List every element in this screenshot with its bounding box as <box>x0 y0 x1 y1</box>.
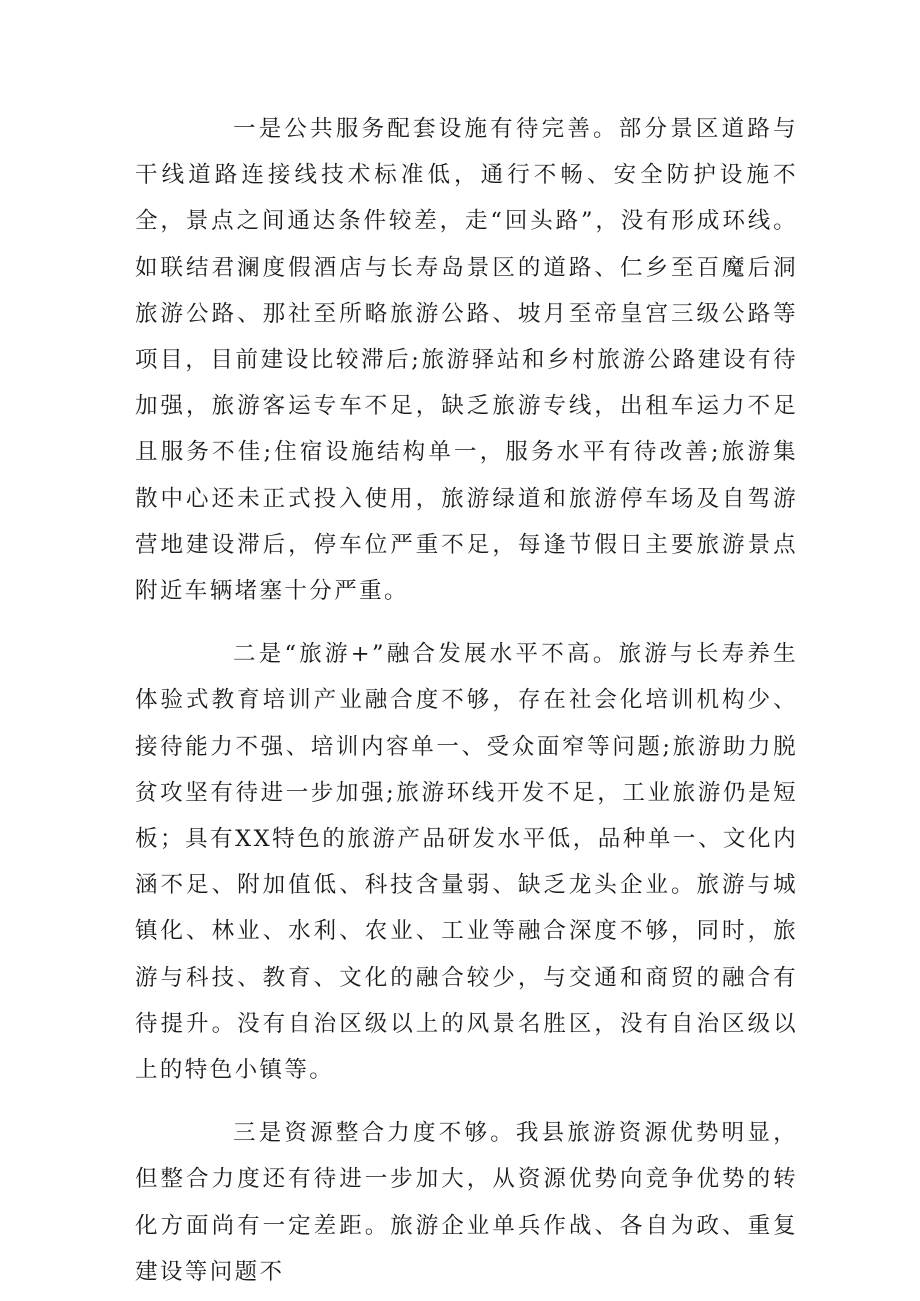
paragraph-public-services: 一是公共服务配套设施有待完善。部分景区道路与干线道路连接线技术标准低，通行不畅、安全防护设施不全，景点之间通达条件较差，走“回头路”，没有形成环线。如联结君澜度假酒店与长寿岛景区的道路、仁乡至百魔后洞旅游公路、那社至所略旅游公路、坡月至帝皇宫三级公路等项目，目前建设比较滞后;旅游驿站和乡村旅游公路建设有待加强，旅游客运专车不足，缺乏旅游专线，出租车运力不足且服务不佳;住宿设施结构单一，服务水平有待改善;旅游集散中心还未正式投入使用，旅游绿道和旅游停车场及自驾游营地建设滞后，停车位严重不足，每逢节假日主要旅游景点附近车辆堵塞十分严重。 <box>135 116 798 605</box>
document-body <box>135 106 798 1295</box>
paragraph-tourism-integration: 二是“旅游+”融合发展水平不高。旅游与长寿养生体验式教育培训产业融合度不够，存在社会化培训机构少、接待能力不强、培训内容单一、受众面窄等问题;旅游助力脱贫攻坚有待进一步加强;旅游环线开发不足，工业旅游仍是短板；具有XX特色的旅游产品研发水平低，品种单一、文化内涵不足、附加值低、科技含量弱、缺乏龙头企业。旅游与城镇化、林业、水利、农业、工业等融合深度不够，同时，旅游与科技、教育、文化的融合较少，与交通和商贸的融合有待提升。没有自治区级以上的风景名胜区，没有自治区级以上的特色小镇等。 <box>135 641 798 1084</box>
paragraph-resource-integration: 三是资源整合力度不够。我县旅游资源优势明显，但整合力度还有待进一步加大，从资源优势向竞争优势的转化方面尚有一定差距。旅游企业单兵作战、各自为政、重复建设等问题不 <box>135 1120 798 1285</box>
